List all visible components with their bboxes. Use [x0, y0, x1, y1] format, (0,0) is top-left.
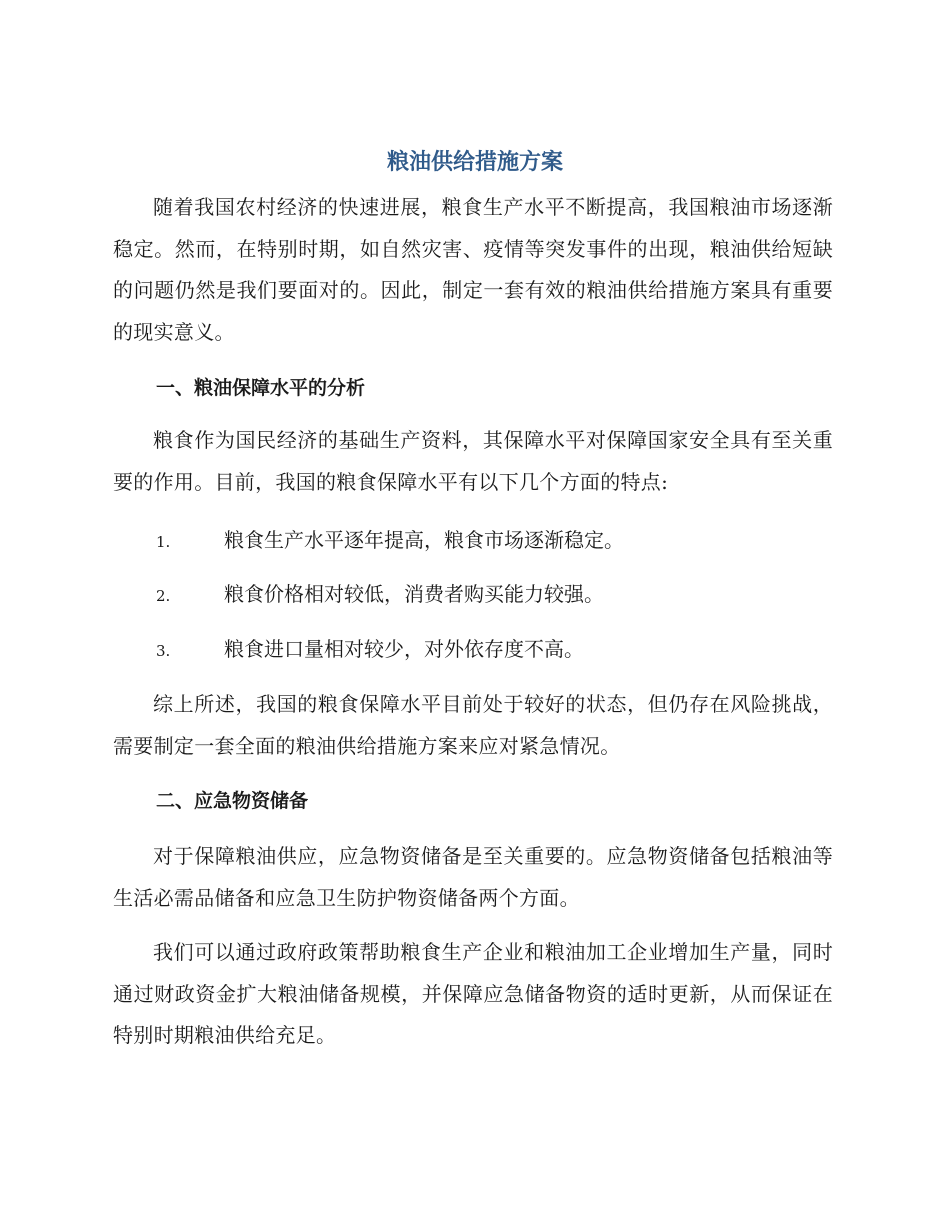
section-1-heading: 一、粮油保障水平的分析 [156, 377, 366, 399]
list-item-text: 粮食进口量相对较少，对外依存度不高。 [224, 637, 584, 661]
list-item [156, 525, 836, 557]
list-item-number: 1. [156, 533, 171, 551]
list-item [156, 634, 836, 666]
section-2-paragraph-2: 我们可以通过政府政策帮助粮食生产企业和粮油加工企业增加生产量，同时通过财政资金扩大粮油储备规模，并保障应急储备物资的适时更新，从而保证在特别时期粮油供给充足。 [113, 940, 833, 1047]
list-item-text: 粮食生产水平逐年提高，粮食市场逐渐稳定。 [224, 528, 624, 552]
section-2-paragraph-1: 对于保障粮油供应，应急物资储备是至关重要的。应急物资储备包括粮油等生活必需品储备和应急卫生防护物资储备两个方面。 [113, 844, 833, 910]
section-1-summary: 综上所述，我国的粮食保障水平目前处于较好的状态，但仍存在风险挑战，需要制定一套全面的粮油供给措施方案来应对紧急情况。 [113, 692, 833, 758]
list-item-number: 2. [156, 587, 171, 605]
section-2-heading: 二、应急物资储备 [156, 790, 309, 812]
list-item-text: 粮食价格相对较低，消费者购买能力较强。 [224, 582, 604, 606]
list-item-number: 3. [156, 642, 171, 660]
list-item [156, 579, 836, 611]
intro-paragraph: 随着我国农村经济的快速进展，粮食生产水平不断提高，我国粮油市场逐渐稳定。然而，在特别时期，如自然灾害、疫情等突发事件的出现，粮油供给短缺的问题仍然是我们要面对的。因此，制定一套有效的粮油供给措施方案具有重要的现实意义。 [113, 195, 833, 344]
document-title: 粮油供给措施方案 [386, 150, 563, 175]
section-1-paragraph: 粮食作为国民经济的基础生产资料，其保障水平对保障国家安全具有至关重要的作用。目前，我国的粮食保障水平有以下几个方面的特点: [113, 428, 833, 494]
